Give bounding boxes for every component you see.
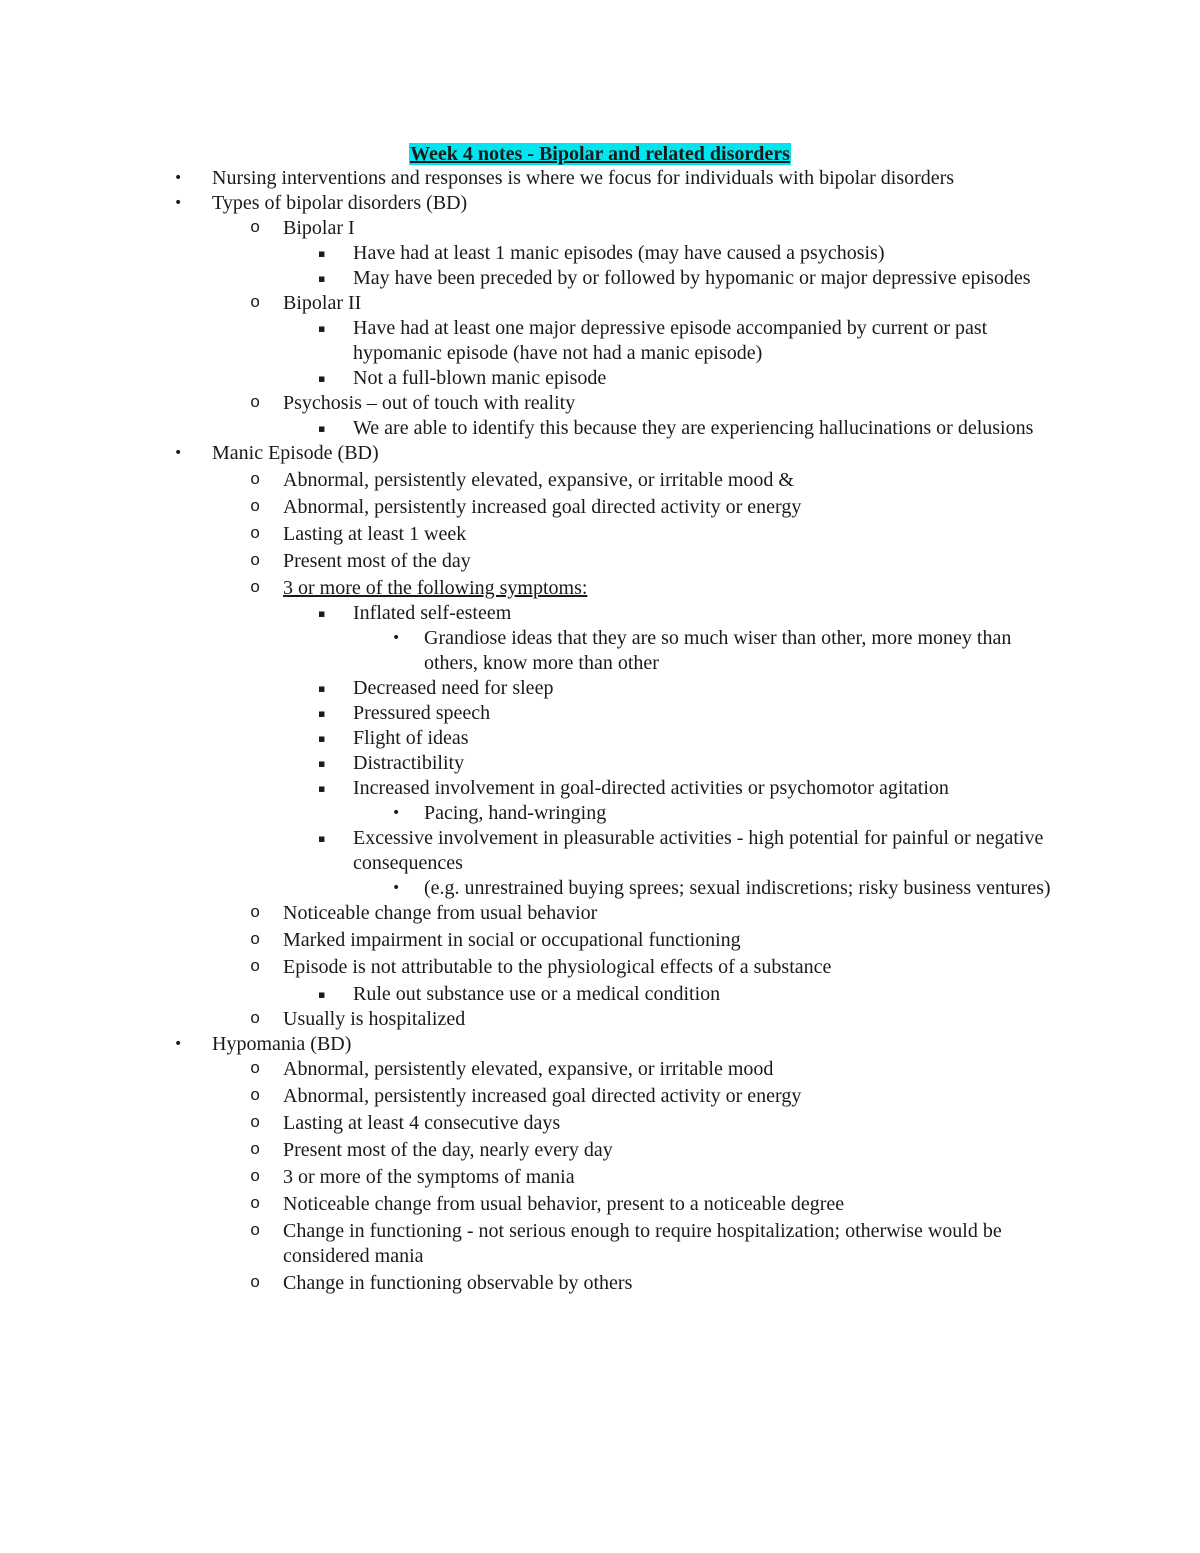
circle-bullet-icon: o [250, 1010, 261, 1029]
list-item: ▪ May have been preceded by or followed by hypomanic or major depressive episodes [318, 267, 1031, 289]
square-bullet-icon: ▪ [318, 272, 326, 285]
list-item: o Usually is hospitalized [250, 1008, 466, 1030]
list-item: ▪ Have had at least one major depressive episode accompanied by current or past hypomanic episode (have not had a manic episode) [318, 317, 988, 364]
circle-bullet-icon: o [250, 1114, 261, 1133]
circle-bullet-icon: o [250, 525, 261, 544]
list-item: o Abnormal, persistently increased goal directed activity or energy [250, 1085, 802, 1107]
circle-bullet-icon: o [250, 394, 261, 413]
list-item: o Psychosis – out of touch with reality [250, 392, 576, 414]
bullet-icon: • [392, 630, 401, 646]
list-item: ▪ Rule out substance use or a medical condition [318, 983, 721, 1005]
circle-bullet-icon: o [250, 1274, 261, 1293]
list-item: o Marked impairment in social or occupational functioning [250, 929, 741, 951]
list-item: o Abnormal, persistently increased goal directed activity or energy [250, 496, 802, 518]
title-text: Week 4 notes - Bipolar and related disorders [410, 143, 790, 165]
list-item: o Change in functioning observable by others [250, 1272, 633, 1294]
list-item: • (e.g. unrestrained buying sprees; sexual indiscretions; risky business ventures) [392, 877, 1051, 899]
square-bullet-icon: ▪ [318, 782, 326, 795]
list-item: ▪ Inflated self-esteem [318, 602, 512, 624]
list-item: • Grandiose ideas that they are so much wiser than other, more money than others, know more than other [392, 627, 1012, 674]
list-item: • Types of bipolar disorders (BD) [174, 192, 468, 214]
circle-bullet-icon: o [250, 1222, 261, 1241]
circle-bullet-icon: o [250, 498, 261, 517]
circle-bullet-icon: o [250, 904, 261, 923]
circle-bullet-icon: o [250, 1195, 261, 1214]
circle-bullet-icon: o [250, 1168, 261, 1187]
circle-bullet-icon: o [250, 1141, 261, 1160]
square-bullet-icon: ▪ [318, 988, 326, 1001]
list-item: o Noticeable change from usual behavior, present to a noticeable degree [250, 1193, 845, 1215]
list-item: ▪ Distractibility [318, 752, 465, 774]
bullet-icon: • [174, 170, 183, 186]
bullet-icon: • [392, 880, 401, 896]
circle-bullet-icon: o [250, 579, 261, 598]
page-title [0, 140, 1200, 168]
list-item: ▪ Flight of ideas [318, 727, 469, 749]
bullet-icon: • [174, 445, 183, 461]
list-item: • Nursing interventions and responses is where we focus for individuals with bipolar disorders [174, 167, 955, 189]
square-bullet-icon: ▪ [318, 372, 326, 385]
list-item: ▪ Excessive involvement in pleasurable activities - high potential for painful or negative consequences [318, 827, 1044, 874]
square-bullet-icon: ▪ [318, 757, 326, 770]
circle-bullet-icon: o [250, 1060, 261, 1079]
list-item: ▪ Pressured speech [318, 702, 491, 724]
list-item: o Bipolar I [250, 217, 355, 239]
circle-bullet-icon: o [250, 931, 261, 950]
list-item: o Present most of the day [250, 550, 471, 572]
list-item: o 3 or more of the symptoms of mania [250, 1166, 575, 1188]
square-bullet-icon: ▪ [318, 682, 326, 695]
square-bullet-icon: ▪ [318, 247, 326, 260]
circle-bullet-icon: o [250, 552, 261, 571]
list-item: o Present most of the day, nearly every day [250, 1139, 613, 1161]
list-item: ▪ Have had at least 1 manic episodes (may have caused a psychosis) [318, 242, 885, 264]
square-bullet-icon: ▪ [318, 732, 326, 745]
square-bullet-icon: ▪ [318, 832, 326, 845]
bullet-icon: • [174, 1036, 183, 1052]
list-item: o Lasting at least 1 week [250, 523, 467, 545]
bullet-icon: • [174, 195, 183, 211]
square-bullet-icon: ▪ [318, 422, 326, 435]
list-item: ▪ Increased involvement in goal-directed activities or psychomotor agitation [318, 777, 949, 799]
circle-bullet-icon: o [250, 294, 261, 313]
list-item: o Abnormal, persistently elevated, expansive, or irritable mood & [250, 469, 794, 491]
circle-bullet-icon: o [250, 471, 261, 490]
square-bullet-icon: ▪ [318, 607, 326, 620]
circle-bullet-icon: o [250, 219, 261, 238]
list-item: o Noticeable change from usual behavior [250, 902, 598, 924]
list-item: ▪ We are able to identify this because they are experiencing hallucinations or delusions [318, 417, 1034, 439]
list-item: o 3 or more of the following symptoms: [250, 577, 588, 599]
list-item: o Lasting at least 4 consecutive days [250, 1112, 561, 1134]
notes-list [0, 166, 1200, 1296]
list-item: o Change in functioning - not serious enough to require hospitalization; otherwise would be considered mania [250, 1220, 1002, 1267]
circle-bullet-icon: o [250, 958, 261, 977]
bullet-icon: • [392, 805, 401, 821]
list-item: o Episode is not attributable to the physiological effects of a substance [250, 956, 832, 978]
circle-bullet-icon: o [250, 1087, 261, 1106]
list-item: • Hypomania (BD) [174, 1033, 352, 1055]
list-item: o Bipolar II [250, 292, 362, 314]
list-item: o Abnormal, persistently elevated, expansive, or irritable mood [250, 1058, 774, 1080]
list-item: ▪ Not a full-blown manic episode [318, 367, 607, 389]
square-bullet-icon: ▪ [318, 707, 326, 720]
list-item: • Pacing, hand-wringing [392, 802, 607, 824]
list-item: • Manic Episode (BD) [174, 442, 379, 464]
list-item: ▪ Decreased need for sleep [318, 677, 554, 699]
square-bullet-icon: ▪ [318, 322, 326, 335]
